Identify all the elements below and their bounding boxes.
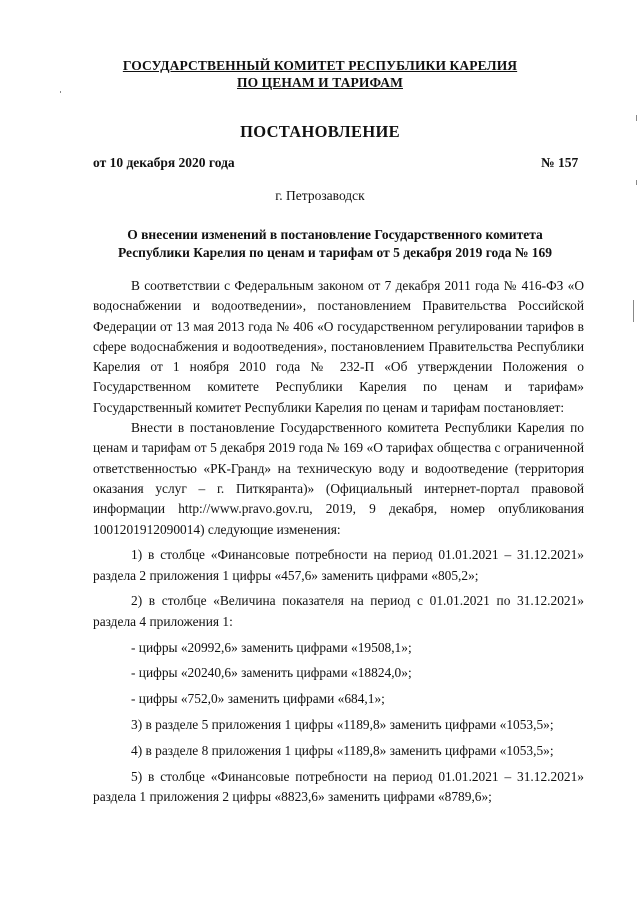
document-number: № 157 xyxy=(541,155,579,170)
scan-speck xyxy=(60,91,61,93)
resolution-paragraph: Внести в постановление Государственного комитета Республики Карелия по ценам и тарифам от 5 декабря 2019 года № 169 «О тарифах общества с ограниченной ответственностью «РК-Гранд» на техническую воду и водоотведение (территория оказания услуг – г. Питкяранта)» (Официальный интернет-портал правовой информации http://www.pravo.gov.ru, 2019, 9 декабря, номер опубликования 1001201912090014) следующие изменения: xyxy=(93,420,584,537)
list-item: - цифры «20240,6» заменить цифрами «18824,0»; xyxy=(131,665,412,681)
preamble-paragraph: В соответствии с Федеральным законом от 7 декабря 2011 года № 416-ФЗ «О водоснабжении и водоотведении», постановлением Правительства Российской Федерации от 13 мая 2013 года № 406 «О государственном регулировании тарифов в сфере водоснабжения и водоотведения», постановлением Правительства Республики Карелия от 1 ноября 2010 года № 232-П «Об утверждении Положения о Государственном комитете Республики Карелия по ценам и тарифам» Государственный комитет Республики Карелия по ценам и тарифам постановляет: xyxy=(93,278,584,415)
document-title: ПОСТАНОВЛЕНИЕ xyxy=(240,122,400,141)
scan-edge-mark xyxy=(636,115,637,121)
list-item: - цифры «752,0» заменить цифрами «684,1»; xyxy=(131,691,385,707)
header-agency-line2: ПО ЦЕНАМ И ТАРИФАМ xyxy=(237,75,403,90)
scan-edge-mark xyxy=(636,180,637,185)
list-item: 2) в столбце «Величина показателя на период с 01.01.2021 по 31.12.2021» раздела 4 приложения 1: xyxy=(93,593,584,629)
list-item: 3) в разделе 5 приложения 1 цифры «1189,8» заменить цифрами «1053,5»; xyxy=(131,716,554,732)
scan-edge-mark xyxy=(633,300,634,322)
list-item: 4) в разделе 8 приложения 1 цифры «1189,8» заменить цифрами «1053,5»; xyxy=(131,742,554,758)
document-body xyxy=(93,276,584,807)
list-item: - цифры «20992,6» заменить цифрами «19508,1»; xyxy=(131,639,412,655)
document-date: от 10 декабря 2020 года xyxy=(93,155,235,170)
list-item: 1) в столбце «Финансовые потребности на период 01.01.2021 – 31.12.2021» раздела 2 приложения 1 цифры «457,6» заменить цифрами «805,2»; xyxy=(93,547,584,583)
list-item: 5) в столбце «Финансовые потребности на период 01.01.2021 – 31.12.2021» раздела 1 приложения 2 цифры «8823,6» заменить цифрами «8789,6»; xyxy=(93,768,584,804)
document-city: г. Петрозаводск xyxy=(275,188,365,203)
document-subject: О внесении изменений в постановление Государственного комитета Республики Карелия по ценам и тарифам от 5 декабря 2019 года № 169 xyxy=(117,227,553,260)
header-agency-line1: ГОСУДАРСТВЕННЫЙ КОМИТЕТ РЕСПУБЛИКИ КАРЕЛИЯ xyxy=(122,58,518,73)
